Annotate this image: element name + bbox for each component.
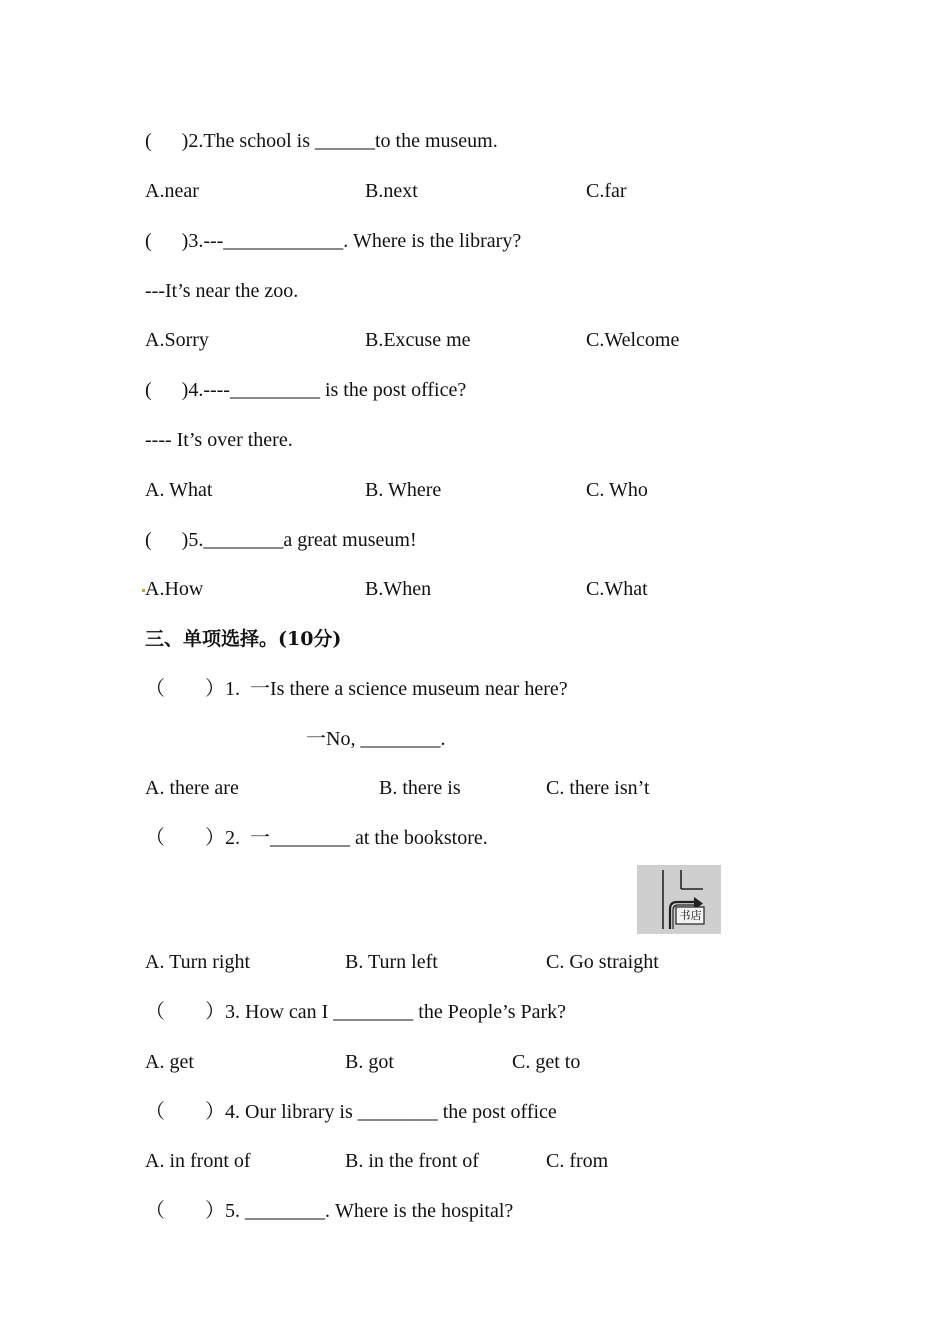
- q4-option-a: A. What: [145, 479, 213, 501]
- turn-arrow-icon: [637, 865, 721, 934]
- s3-q1-option-b: B. there is: [379, 777, 461, 799]
- question-4-reply: ---- It’s over there.: [145, 429, 293, 451]
- s3-q3-option-b: B. got: [345, 1051, 394, 1073]
- q5-option-b: B.When: [365, 578, 432, 600]
- q2-option-b: B.next: [365, 180, 418, 202]
- question-2-stem: ( )2.The school is ______to the museum.: [145, 130, 498, 152]
- q3-option-a: A.Sorry: [145, 329, 209, 351]
- s3-question-1-stem: （ ）1. 一Is there a science museum near here?: [145, 678, 568, 700]
- s3-q1-option-c: C. there isn’t: [546, 777, 650, 799]
- q5-option-a: A.How: [142, 577, 203, 601]
- bookstore-label: 书店: [679, 909, 702, 922]
- s3-question-4-stem: （ ）4. Our library is ________ the post office: [145, 1101, 557, 1123]
- bookstore-direction-figure: [637, 865, 721, 934]
- s3-q4-option-b: B. in the front of: [345, 1150, 479, 1172]
- s3-q4-option-a: A. in front of: [145, 1150, 251, 1172]
- s3-q2-option-a: A. Turn right: [145, 951, 251, 973]
- q3-option-b: B.Excuse me: [365, 329, 471, 351]
- question-3-stem: ( )3.---____________. Where is the library?: [145, 230, 522, 252]
- s3-question-5-stem: （ ）5. ________. Where is the hospital?: [145, 1200, 514, 1222]
- q5-option-c: C.What: [586, 578, 648, 600]
- s3-q2-option-c: C. Go straight: [546, 951, 659, 973]
- question-3-reply: ---It’s near the zoo.: [145, 280, 299, 302]
- s3-question-2-stem: （ ）2. 一________ at the bookstore.: [145, 827, 488, 849]
- s3-q3-option-a: A. get: [145, 1051, 194, 1073]
- question-5-stem: ( )5.________a great museum!: [145, 529, 417, 551]
- question-4-stem: ( )4.----_________ is the post office?: [145, 379, 467, 401]
- s3-q3-option-c: C. get to: [512, 1051, 581, 1073]
- q4-option-c: C. Who: [586, 479, 648, 501]
- s3-q4-option-c: C. from: [546, 1150, 609, 1172]
- q4-option-b: B. Where: [365, 479, 442, 501]
- s3-q1-option-a: A. there are: [145, 777, 239, 799]
- q2-option-a: A.near: [145, 180, 199, 202]
- section-3-heading: 三、单项选择。(10分): [145, 628, 342, 650]
- s3-question-1-reply: 一No, ________.: [306, 728, 446, 750]
- s3-q2-option-b: B. Turn left: [345, 951, 438, 973]
- q2-option-c: C.far: [586, 180, 627, 202]
- s3-question-3-stem: （ ）3. How can I ________ the People’s Park?: [145, 1001, 567, 1023]
- q3-option-c: C.Welcome: [586, 329, 680, 351]
